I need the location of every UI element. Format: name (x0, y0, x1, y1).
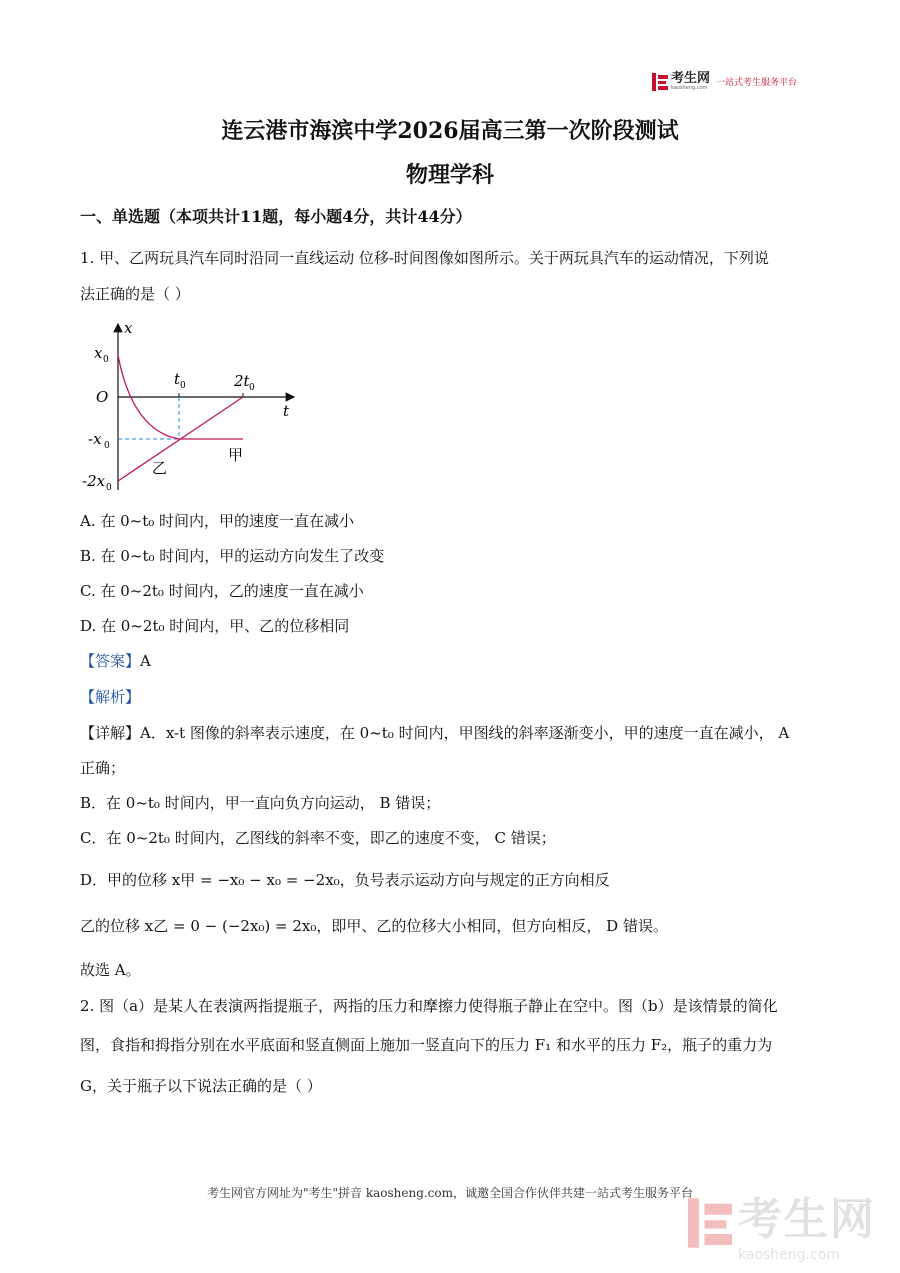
detail-line2: 正确； (80, 759, 126, 777)
header-slogan: 一站式考生服务平台 (716, 78, 798, 88)
q2-line3: G，关于瓶子以下说法正确的是（ ） (80, 1077, 322, 1095)
q2-line2: 图，食指和拇指分别在水平底面和竖直侧面上施加一竖直向下的压力 F₁ 和水平的压力 F₂，瓶子的重力为 (80, 1036, 773, 1054)
logo-sub: kaosheng.com (671, 85, 708, 91)
detail-line1: 【详解】A．x-t 图像的斜率表示速度，在 0~t₀ 时间内，甲图线的斜率逐渐变小，甲的速度一直在减小， A (80, 724, 790, 742)
page-subtitle: 物理学科 (405, 162, 494, 188)
x-axis-label: t (283, 402, 290, 420)
watermark-sub: kaosheng.com (738, 1247, 840, 1263)
answer-value: A (140, 652, 151, 670)
logo-text-group (671, 72, 710, 91)
tick-sub-neg-2x0: 0 (106, 483, 112, 493)
page-footer: 考生网官方网址为"考生"拼音 kaosheng.com，诚邀全国合作伙伴共建一站式考生服务平台 (206, 1186, 694, 1200)
watermark-logo-icon (688, 1198, 732, 1248)
label-yi: 乙 (152, 459, 168, 477)
watermark (688, 1183, 876, 1263)
xt-graph (80, 318, 310, 496)
answer-tag: 【答案】 (80, 652, 141, 670)
tick-label-x0: x (94, 344, 103, 362)
watermark-text-group (738, 1183, 876, 1263)
q1-conclusion: 故选 A。 (80, 961, 141, 979)
tick-label-neg-x0: -x (88, 430, 102, 448)
q1-option-d: D. 在 0~2t₀ 时间内，甲、乙的位移相同 (80, 617, 350, 635)
y-axis-label: x (124, 319, 133, 337)
kaosheng-logo-icon (652, 73, 668, 91)
q1-option-c: C. 在 0~2t₀ 时间内，乙的速度一直在减小 (80, 582, 364, 600)
section-heading: 一、单选题（本项共计11题，每小题4分，共计44分） (80, 207, 472, 226)
detail-b: B．在 0~t₀ 时间内，甲一直向负方向运动， B 错误； (80, 794, 441, 812)
q1-stem-line1: 1. 甲、乙两玩具汽车同时沿同一直线运动 位移-时间图像如图所示。关于两玩具汽车的运动情况，下列说 (80, 249, 769, 267)
page-title: 连云港市海滨中学2026届高三第一次阶段测试 (221, 118, 679, 144)
q1-answer (80, 651, 151, 671)
detail-e: 乙的位移 x乙 = 0 − (−2x₀) = 2x₀，即甲、乙的位移大小相同，但方向相反， D 错误。 (80, 917, 668, 935)
tick-label-t0: t (174, 370, 181, 388)
tick-label-neg-2x0: -2x (82, 472, 106, 490)
tick-label-2t0: 2t (234, 372, 250, 390)
analysis-tag: 【解析】 (80, 688, 141, 706)
logo-text: 考生网 (671, 71, 711, 86)
q1-option-a: A. 在 0~t₀ 时间内，甲的速度一直在减小 (80, 512, 355, 530)
header-logo (652, 72, 797, 91)
origin-label: O (96, 388, 109, 406)
q2-line1: 2. 图（a）是某人在表演两指提瓶子，两指的压力和摩擦力使得瓶子静止在空中。图（b）是该情景的简化 (80, 997, 778, 1015)
q1-stem-line2: 法正确的是（ ） (80, 285, 190, 303)
detail-d: D．甲的位移 x甲 = −x₀ − x₀ = −2x₀，负号表示运动方向与规定的正方向相反 (80, 871, 610, 889)
watermark-text: 考生网 (738, 1194, 876, 1245)
tick-sub-neg-x0: 0 (104, 441, 110, 451)
tick-sub-2t0: 0 (249, 383, 255, 393)
label-jia: 甲 (228, 446, 244, 464)
detail-c: C．在 0~2t₀ 时间内，乙图线的斜率不变，即乙的速度不变， C 错误； (80, 829, 556, 847)
tick-sub-t0: 0 (180, 381, 186, 391)
q1-option-b: B. 在 0~t₀ 时间内，甲的运动方向发生了改变 (80, 547, 385, 565)
tick-sub-x0: 0 (103, 355, 109, 365)
